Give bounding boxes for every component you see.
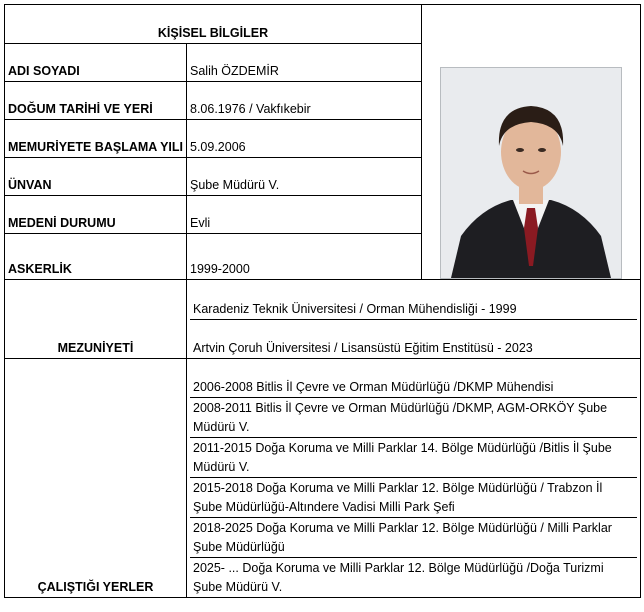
value-name: Salih ÖZDEMİR bbox=[187, 44, 422, 82]
education-label: MEZUNİYETİ bbox=[5, 280, 187, 359]
work-item: 2011-2015 Doğa Koruma ve Milli Parklar 14. Bölge Müdürlüğü /Bitlis İl Şube Müdürü V. bbox=[190, 437, 637, 477]
value-military: 1999-2000 bbox=[187, 234, 422, 280]
personal-info-table bbox=[4, 4, 641, 598]
label-marital: MEDENİ DURUMU bbox=[5, 196, 187, 234]
value-title: Şube Müdürü V. bbox=[187, 158, 422, 196]
work-item: 2018-2025 Doğa Koruma ve Milli Parklar 12. Bölge Müdürlüğü / Milli Parklar Şube Müdürlüğü bbox=[190, 517, 637, 557]
section-title: KİŞİSEL BİLGİLER bbox=[5, 5, 422, 44]
label-name: ADI SOYADI bbox=[5, 44, 187, 82]
education-item: Artvin Çoruh Üniversitesi / Lisansüstü Eğitim Enstitüsü - 2023 bbox=[190, 319, 637, 358]
portrait-photo-icon bbox=[441, 68, 621, 278]
work-item: 2025- ... Doğa Koruma ve Milli Parklar 12. Bölge Müdürlüğü /Doğa Turizmi Şube Müdürü V. bbox=[190, 557, 637, 597]
value-start-year: 5.09.2006 bbox=[187, 120, 422, 158]
portrait-photo bbox=[440, 67, 622, 279]
value-marital: Evli bbox=[187, 196, 422, 234]
work-item: 2015-2018 Doğa Koruma ve Milli Parklar 12. Bölge Müdürlüğü / Trabzon İl Şube Müdürlüğü-Altındere Vadisi Milli Park Şefi bbox=[190, 477, 637, 517]
label-start-year: MEMURİYETE BAŞLAMA YILI bbox=[5, 120, 187, 158]
value-birth: 8.06.1976 / Vakfıkebir bbox=[187, 82, 422, 120]
photo-cell bbox=[422, 5, 641, 280]
work-label: ÇALIŞTIĞI YERLER bbox=[5, 359, 187, 598]
label-title: ÜNVAN bbox=[5, 158, 187, 196]
label-military: ASKERLİK bbox=[5, 234, 187, 280]
label-birth: DOĞUM TARİHİ VE YERİ bbox=[5, 82, 187, 120]
work-item: 2006-2008 Bitlis İl Çevre ve Orman Müdürlüğü /DKMP Mühendisi bbox=[193, 380, 554, 394]
education-list bbox=[187, 280, 641, 359]
education-item: Karadeniz Teknik Üniversitesi / Orman Mühendisliği - 1999 bbox=[193, 302, 517, 316]
work-list bbox=[187, 359, 641, 598]
work-item: 2008-2011 Bitlis İl Çevre ve Orman Müdürlüğü /DKMP, AGM-ORKÖY Şube Müdürü V. bbox=[190, 397, 637, 437]
